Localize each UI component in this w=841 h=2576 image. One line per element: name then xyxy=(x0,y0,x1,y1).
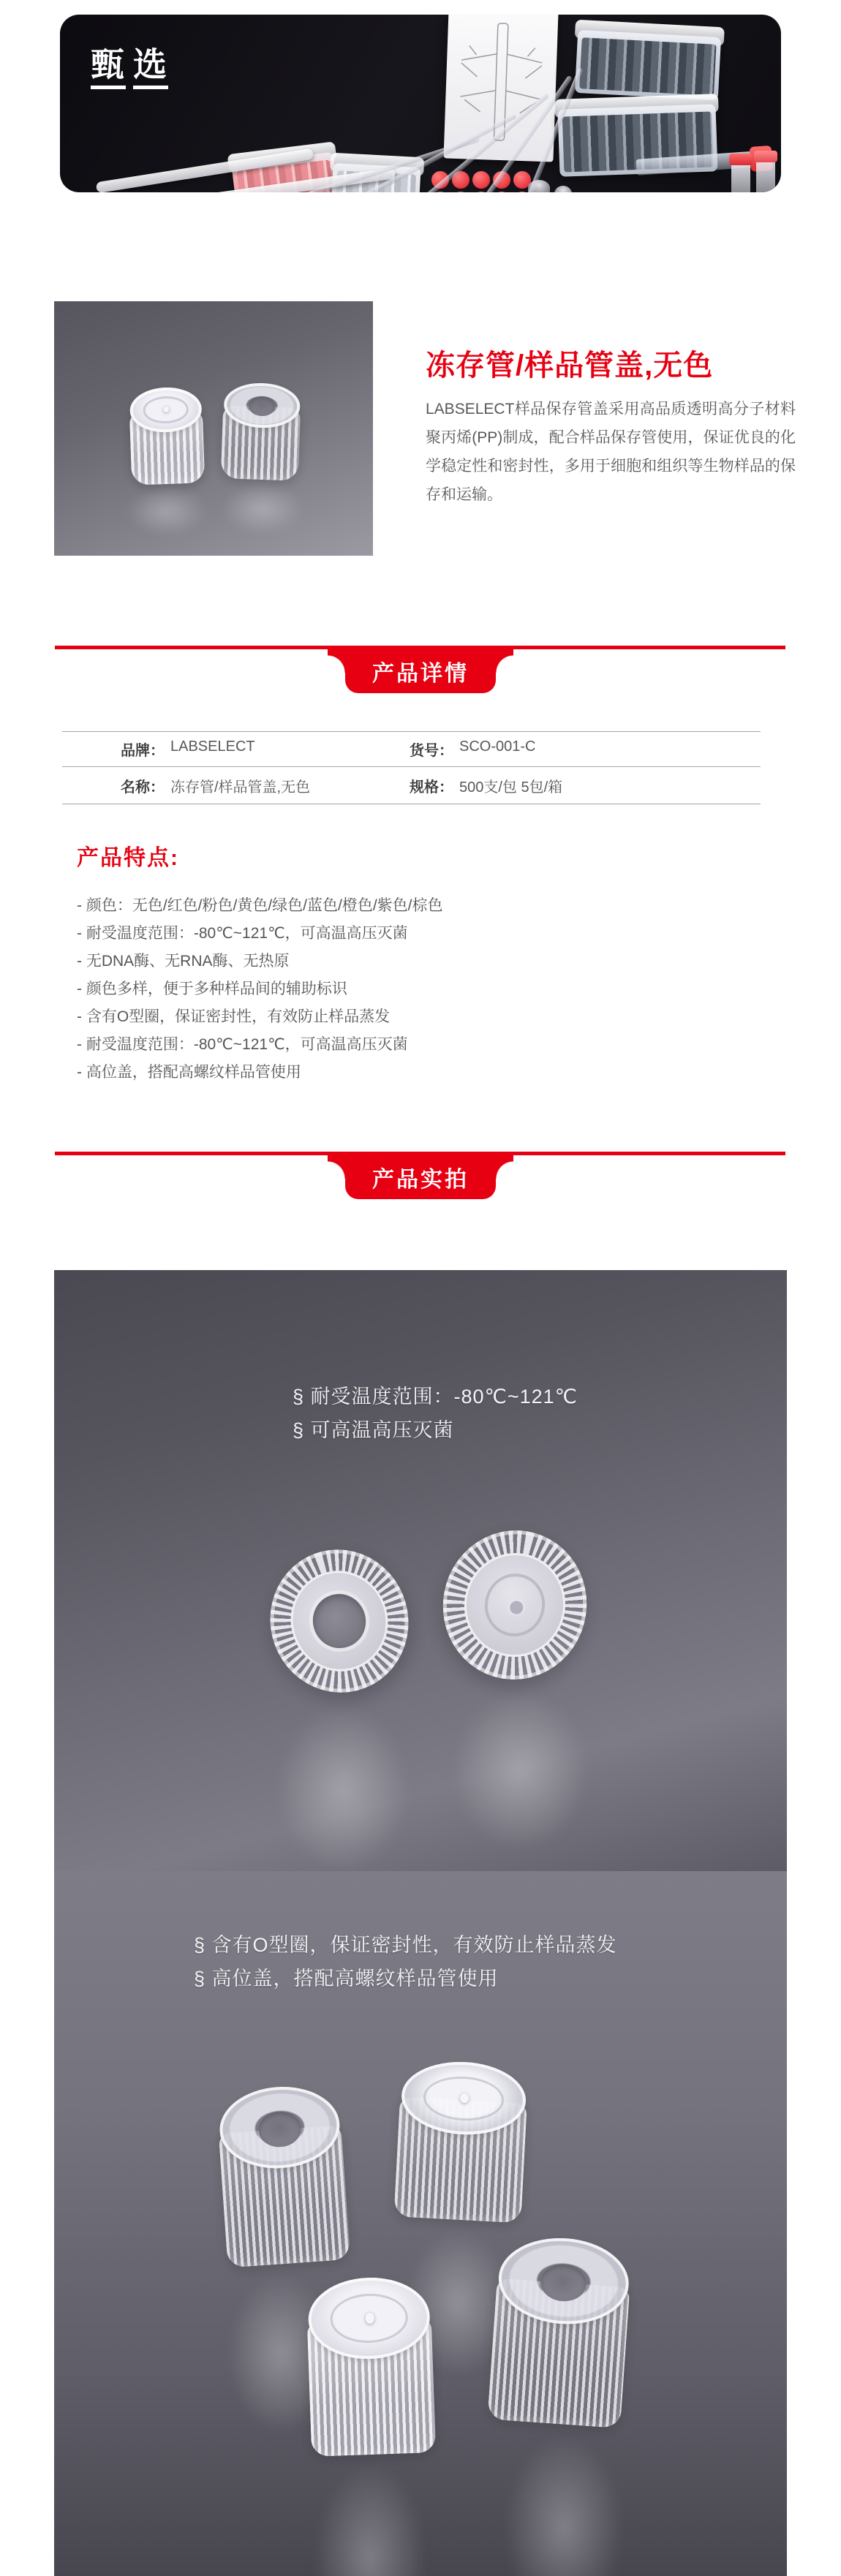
tube-rack-diagram-card xyxy=(443,15,558,162)
product-photo-2 xyxy=(54,1871,787,2576)
product-title: 冻存管/样品管盖,无色 xyxy=(426,350,714,382)
cap-reflection xyxy=(502,2430,626,2576)
section-tab-label: 产品实拍 xyxy=(372,1168,469,1192)
small-clear-cap xyxy=(528,180,550,192)
spec-label: 品牌： xyxy=(121,743,165,759)
photo-note-line: § 含有O型圈，保证密封性，有效防止样品蒸发 xyxy=(194,1934,617,1956)
cryovial xyxy=(731,161,750,192)
cap-reflection xyxy=(124,486,209,537)
cap-nub xyxy=(365,2313,374,2324)
section-tab-photos xyxy=(345,1155,496,1199)
small-clear-cap xyxy=(554,186,572,192)
table-row xyxy=(62,766,761,804)
cap-reflection xyxy=(226,2270,336,2438)
feature-item: - 含有O型圈，保证密封性，有效防止样品蒸发 xyxy=(77,1008,391,1025)
brand-logo-char: 甄 xyxy=(91,47,126,89)
spec-value: LABSELECT xyxy=(170,739,255,755)
tip-box-tips xyxy=(579,37,716,96)
section-tab-details xyxy=(345,649,496,693)
product-description: LABSELECT样品保存管盖采用高品质透明高分子材料聚丙烯(PP)制成，配合样品保存管使用，保证优良的化学稳定性和密封性，多用于细胞和组织等生物样品的保存和运输。 xyxy=(426,401,796,503)
cap-top-view xyxy=(393,2059,529,2224)
spec-catalog-number xyxy=(410,739,535,760)
cap-top-view xyxy=(429,1517,600,1693)
top-banner xyxy=(60,15,781,192)
cap-reflection xyxy=(404,2226,513,2379)
spec-value: 冻存管/样品管盖,无色 xyxy=(170,779,311,796)
photo-note-line: § 高位盖，搭配高螺纹样品管使用 xyxy=(194,1968,499,1990)
cap-reflection xyxy=(312,2460,429,2576)
spec-table xyxy=(62,731,761,804)
product-photo-1 xyxy=(54,1270,787,1871)
feature-item: - 高位盖，搭配高螺纹样品管使用 xyxy=(77,1064,301,1081)
cap-reflection xyxy=(449,1687,592,1855)
cap-reflection xyxy=(219,483,306,535)
feature-item: - 耐受温度范围：-80℃~121℃，可高温高压灭菌 xyxy=(77,925,408,942)
feature-item: - 无DNA酶、无RNA酶、无热原 xyxy=(77,953,290,970)
spec-name xyxy=(62,775,410,796)
feature-item: - 颜色：无色/红色/粉色/黄色/绿色/蓝色/橙色/紫色/棕色 xyxy=(77,897,443,914)
feature-item: - 颜色多样，便于多种样品间的辅助标识 xyxy=(77,981,347,997)
spec-packaging xyxy=(410,775,562,796)
cap-reflection xyxy=(274,1701,412,1871)
cryovial-red-cap xyxy=(754,151,777,162)
photo-note-line: § 可高温高压灭菌 xyxy=(293,1419,454,1441)
rack-line-art xyxy=(443,15,558,162)
spec-label: 规格： xyxy=(410,779,453,796)
brand-logo-char: 选 xyxy=(133,47,168,89)
cap-open-view xyxy=(216,2082,350,2267)
features-heading: 产品特点: xyxy=(77,846,179,870)
spec-label: 名称： xyxy=(121,779,165,796)
cap-open-view xyxy=(221,382,302,481)
spec-brand xyxy=(62,739,410,760)
photo-note-line: § 耐受温度范围：-80℃~121℃ xyxy=(293,1386,578,1408)
product-photo-main xyxy=(54,301,373,556)
section-tab-label: 产品详情 xyxy=(372,662,469,686)
spec-value: 500支/包 5包/箱 xyxy=(459,779,563,796)
spec-value: SCO-001-C xyxy=(459,739,536,755)
cap-top-view xyxy=(129,386,205,485)
cap-open-view xyxy=(252,1532,426,1711)
blue-tip-box-upper xyxy=(575,30,721,100)
features-list xyxy=(77,892,443,1087)
cryovial-red-cap xyxy=(729,154,753,165)
spec-label: 货号： xyxy=(410,743,453,759)
table-row xyxy=(62,731,761,766)
brand-logo xyxy=(91,47,168,89)
photo1-annotation xyxy=(293,1380,578,1447)
photo2-annotation xyxy=(194,1928,617,1995)
features-section xyxy=(77,839,443,1087)
cryovial xyxy=(756,158,775,192)
feature-item: - 耐受温度范围：-80℃~121℃，可高温高压灭菌 xyxy=(77,1036,408,1053)
